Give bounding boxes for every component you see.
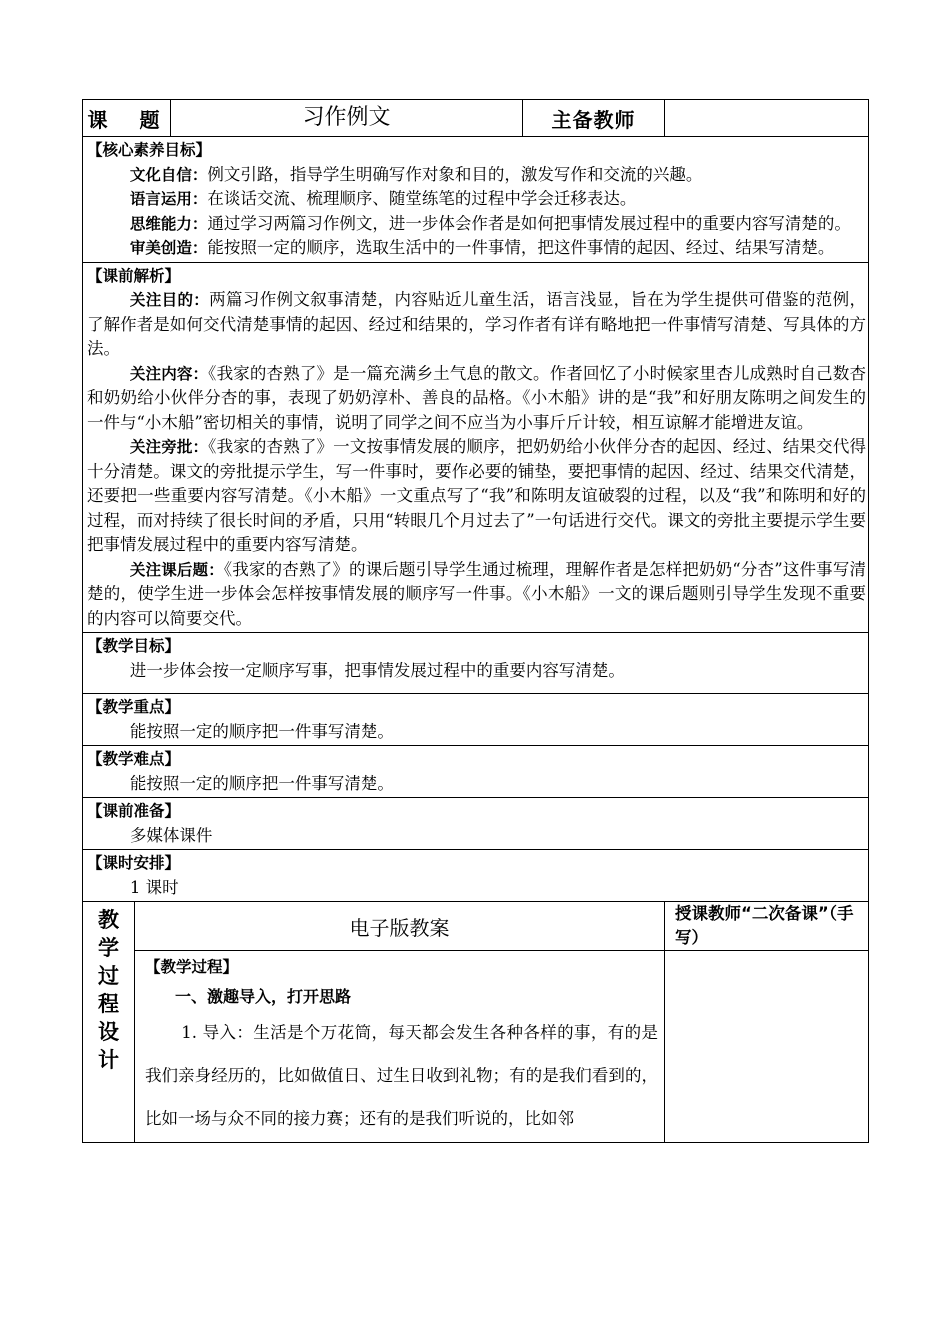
core-goal-item: [87, 163, 866, 188]
core-goal-text: 通过学习两篇习作例文，进一步体会作者是如何把事情发展过程中的重要内容写清楚的。: [207, 213, 851, 233]
process-side-text: 教学过程设计: [98, 908, 119, 1072]
analysis-label: 关注旁批：: [129, 438, 209, 456]
lesson-plan-page: [82, 99, 868, 1143]
analysis-label: 关注内容：: [129, 364, 209, 383]
teaching-goal-heading: 【教学目标】: [87, 637, 181, 655]
core-goal-text: 能按照一定的顺序，选取生活中的一件事情，把这件事情的起因、经过、结果写清楚。: [207, 238, 835, 257]
difficulty-row: [83, 746, 869, 798]
analysis-item: [87, 435, 866, 558]
process-heading: 【教学过程】: [145, 958, 239, 976]
core-goals-heading: 【核心素养目标】: [87, 141, 212, 159]
pre-analysis-section: [83, 262, 869, 633]
difficulty-text: 能按照一定的顺序把一件事写清楚。: [129, 773, 394, 793]
topic-label: 课 题: [83, 100, 171, 137]
preparation-row: [83, 798, 869, 850]
process-body-row: [83, 951, 869, 1143]
topic-value: 习作例文: [171, 100, 523, 137]
key-point-text: 能按照一定的顺序把一件事写清楚。: [129, 721, 394, 741]
header-row: [83, 100, 869, 137]
analysis-text: 两篇习作例文叙事清楚，内容贴近儿童生活，语言浅显，旨在为学生提供可借鉴的范例，了解作者是如何交代清楚事情的起因、经过和结果的，学习作者有详有略地把一件事情写清楚、写具体的方法。: [87, 290, 866, 358]
lesson-plan-table: [82, 99, 869, 1143]
teacher-label: 主备教师: [523, 100, 665, 137]
core-goal-text: 在谈话交流、梳理顺序、随堂练笔的过程中学会迁移表达。: [207, 189, 637, 208]
core-goal-label: 文化自信：: [129, 165, 208, 184]
process-body: [135, 951, 665, 1143]
core-goal-item: [87, 212, 866, 237]
teaching-goal-section: [83, 633, 869, 694]
preparation-text: 多媒体课件: [129, 825, 213, 845]
core-goal-label: 审美创造：: [129, 239, 208, 257]
core-goals-row: [83, 137, 869, 263]
process-step-text: 1. 导入：生活是个万花筒，每天都会发生各种各样的事，有的是我们亲身经历的，比如做值日、过生日收到礼物；有的是我们看到的，比如一场与众不同的接力赛；还有的是我们听说的，比如邻: [145, 1023, 658, 1128]
schedule-row: [83, 850, 869, 902]
process-note-title: 授课教师“二次备课”（手写）: [665, 902, 869, 951]
key-point-section: [83, 694, 869, 746]
process-step-title: 一、激趣导入，打开思路: [175, 987, 352, 1006]
teacher-value: [665, 100, 869, 137]
schedule-section: [83, 850, 869, 902]
schedule-text: 1 课时: [129, 877, 179, 897]
schedule-heading: 【课时安排】: [87, 854, 181, 872]
key-point-heading: 【教学重点】: [87, 698, 181, 716]
core-goal-label: 语言运用：: [129, 190, 208, 208]
analysis-text: 《我家的杏熟了》的课后题引导学生通过梳理，理解作者是怎样把奶奶“分杏”这件事写清楚的，使学生进一步体会怎样按事情发展的顺序写一件事。《小木船》一文的课后题则引导学生发现不重要的内容可以简要交代。: [87, 559, 866, 628]
analysis-item: [87, 558, 866, 632]
key-point-row: [83, 694, 869, 746]
process-header-row: [83, 902, 869, 951]
process-side-label: [83, 902, 135, 1143]
analysis-label: 关注目的：: [129, 291, 210, 309]
analysis-label: 关注课后题：: [129, 560, 224, 579]
analysis-text: 《我家的杏熟了》是一篇充满乡土气息的散文。作者回忆了小时候家里杏儿成熟时自己数杏和奶奶给小伙伴分杏的事，表现了奶奶淳朴、善良的品格。《小木船》讲的是“我”和好朋友陈明之间发生的一件与“小木船”密切相关的事情，说明了同学之间不应当为小事斤斤计较，相互谅解才能增进友谊。: [87, 363, 866, 432]
difficulty-heading: 【教学难点】: [87, 750, 181, 768]
core-goal-item: [87, 187, 866, 212]
process-column-title: 电子版教案: [135, 902, 665, 951]
teaching-goal-row: [83, 633, 869, 694]
analysis-item: [87, 288, 866, 362]
pre-analysis-row: [83, 262, 869, 633]
pre-analysis-heading: 【课前解析】: [87, 266, 181, 285]
difficulty-section: [83, 746, 869, 798]
core-goals-section: [83, 137, 869, 263]
teaching-goal-text: 进一步体会按一定顺序写事，把事情发展过程中的重要内容写清楚。: [129, 660, 625, 680]
analysis-text: 《我家的杏熟了》一文按事情发展的顺序，把奶奶给小伙伴分杏的起因、经过、结果交代得十分清楚。课文的旁批提示学生，写一件事时，要作必要的铺垫，要把事情的起因、经过、结果交代清楚，还要把一些重要内容写清楚。《小木船》一文重点写了“我”和陈明友谊破裂的过程，以及“我”和陈明和好的过程，而对持续了很长时间的矛盾，只用“转眼几个月过去了”一句话进行交代。课文的旁批主要提示学生要把事情发展过程中的重要内容写清楚。: [87, 437, 866, 554]
core-goal-text: 例文引路，指导学生明确写作对象和目的，激发写作和交流的兴趣。: [207, 164, 703, 184]
preparation-section: [83, 798, 869, 850]
analysis-item: [87, 362, 866, 436]
preparation-heading: 【课前准备】: [87, 802, 181, 820]
core-goal-item: [87, 236, 866, 261]
core-goal-label: 思维能力：: [129, 214, 208, 233]
process-handwritten-notes: [665, 951, 869, 1143]
